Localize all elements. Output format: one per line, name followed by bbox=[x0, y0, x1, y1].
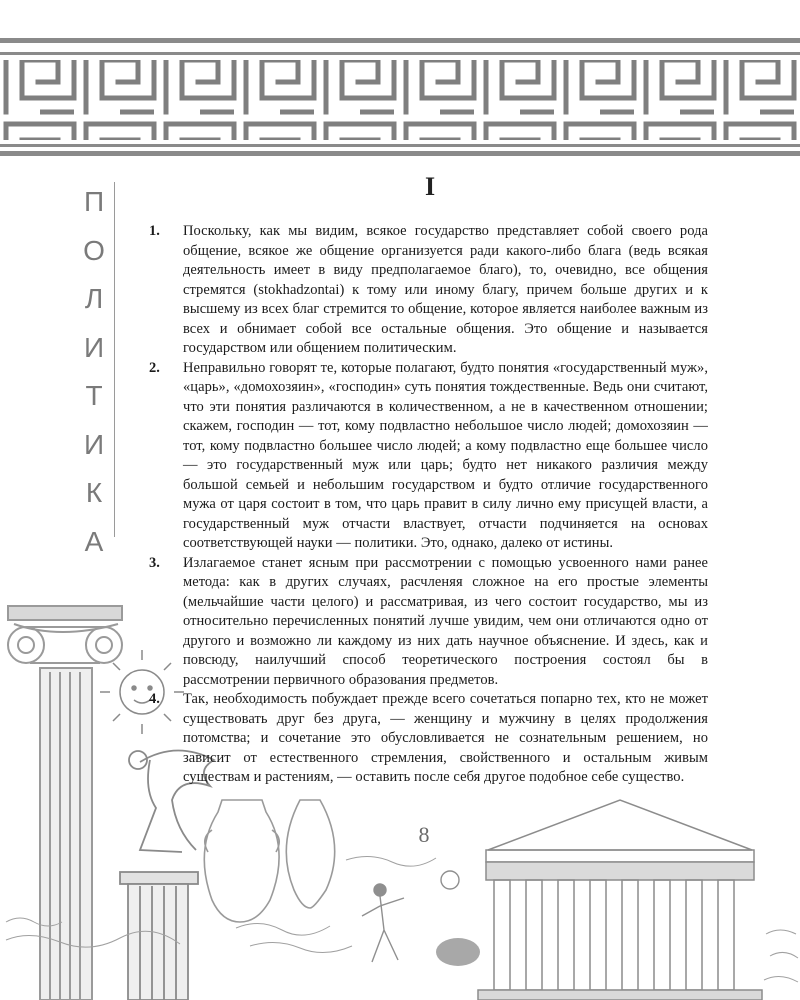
page-number: 8 bbox=[418, 822, 430, 847]
greek-key-border bbox=[0, 38, 800, 158]
vertical-book-title bbox=[74, 178, 114, 566]
chapter-number: I bbox=[424, 172, 436, 201]
title-letter: И bbox=[83, 331, 105, 363]
title-letter: Т bbox=[85, 380, 103, 411]
title-letter: П bbox=[83, 186, 105, 217]
paragraph-text: Излагаемое станет ясным при рассмотрении с помощью усвоенного нами ранее метода: как в других случаях, расчленяя сложное на его простые элементы (мельчайшие части целого) и рассматривая, из чего состоит государство, мы из относительно перечисленных понятий лучше увидим, чем они отличаются одно от другого и возможно ли каждому из них дать научное объяснение. И здесь, как и повсюду, наилучший способ теоретического построения состоял бы в рассмотрении первичного образования предметов. bbox=[183, 554, 708, 688]
title-letter: А bbox=[84, 525, 104, 557]
paragraph-number: 2. bbox=[149, 359, 160, 376]
title-letter: К bbox=[85, 477, 103, 508]
vertical-divider bbox=[114, 182, 115, 537]
paragraph-number: 4. bbox=[149, 691, 160, 707]
paragraph bbox=[146, 554, 708, 691]
paragraph-number: 3. bbox=[149, 554, 160, 571]
paragraph-text: Поскольку, как мы видим, всякое государство представляет собой своего рода общение, всякое же общение организуется ради какого-либо блага (ведь всякая деятельность имеет в виду предполагаемое благо), то, очевидно, все общения стремятся (stokhadzontai) к тому или иному благу, причем больше других и к высшему из всех благ стремится то общение, которое является наиболее важным из всех и обнимает собой все остальные общения. Это общение и называется государством или общением политическим. bbox=[183, 223, 708, 356]
paragraph bbox=[146, 222, 708, 359]
title-letter: И bbox=[83, 428, 105, 460]
warrior-figures-illustration bbox=[362, 871, 480, 966]
greek-temple-illustration bbox=[478, 800, 762, 1000]
paragraph-text: Неправильно говорят те, которые полагают, будто понятия «государственный муж», «царь», «домохозяин», «господин» суть понятия тождественные. Ведь они считают, что эти понятия различаются в количественном, а не в качественном отношении; скажем, господин — тот, кому подвластно небольшое число людей; домохозяин — тот, кому подвластно большее число людей; а кому подвластно еще большее число — это государственный муж или царь; будто нет никакого различия между большой семьей и небольшим государством и будто отличие государственного мужа от царя состоит в том, что царь правит в силу лично ему присущей власти, а государственный муж отчасти властвует, отчасти подчиняется на основах соответствующей науки — политики. Это, однако, далеко от истины. bbox=[183, 359, 708, 551]
ionic-column-illustration bbox=[8, 606, 122, 1000]
paragraph bbox=[146, 690, 708, 788]
paragraph bbox=[146, 359, 708, 554]
title-letter: О bbox=[83, 234, 105, 266]
paragraph-number: 1. bbox=[149, 223, 160, 239]
title-letter: Л bbox=[84, 283, 104, 314]
chapter-text bbox=[146, 222, 708, 788]
paragraph-text: Так, необходимость побуждает прежде всего сочетаться попарно тех, кто не может существовать друг без друга, — женщину и мужчину в целях продолжения потомства; и сочетание это обусловливается не сознательным решением, но зависит от естественного стремления, свойственного и остальным живым существам и растениям, — оставить после себя другое подобное себе существо. bbox=[183, 691, 708, 785]
sphinx-column-illustration bbox=[120, 750, 214, 1000]
amphora-illustration bbox=[204, 800, 334, 922]
